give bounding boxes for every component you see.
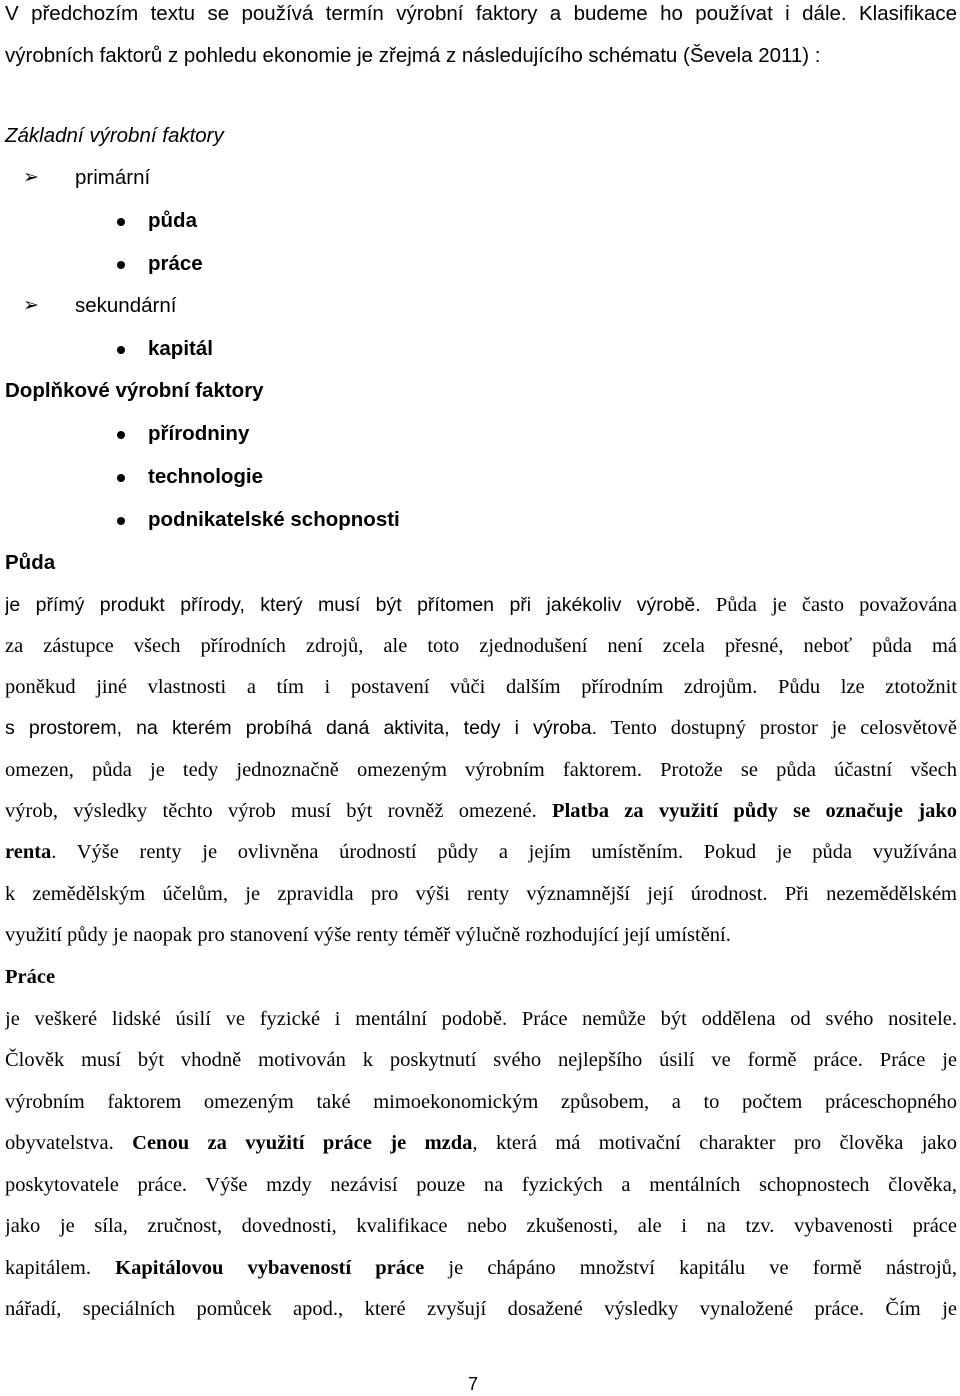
bullet-icon: [117, 346, 125, 354]
arrow-bullet-icon: ➢: [23, 167, 39, 188]
bullet-icon: [117, 218, 125, 226]
page-number: 7: [468, 1374, 479, 1394]
paragraph-line: obyvatelstva. Cenou za využití práce je mzda, která má motivační charakter pro člověka jako: [5, 1132, 957, 1154]
bullet-icon: [117, 261, 125, 269]
bullet-icon: [117, 474, 125, 482]
paragraph-line: využití půdy je naopak pro stanovení výše renty téměř výlučně rozhodující její umístění.: [5, 924, 731, 946]
paragraph-line: nářadí, speciálních pomůcek apod., které zvyšují dosažené výsledky vynaložené práce. Čím je: [5, 1298, 957, 1320]
section-heading-puda: Půda: [5, 551, 56, 574]
basic-factors-heading: Základní výrobní faktory: [5, 124, 224, 147]
bullet-icon: [117, 517, 125, 525]
complementary-factors-heading: Doplňkové výrobní faktory: [5, 379, 264, 402]
paragraph-line: kapitálem. Kapitálovou vybaveností práce je chápáno množství kapitálu ve formě nástrojů,: [5, 1257, 957, 1279]
bullet-icon: [117, 431, 125, 439]
paragraph-line: Člověk musí být vhodně motivován k poskytnutí svého nejlepšího úsilí ve formě práce. Práce je: [5, 1049, 957, 1071]
intro-line: výrobních faktorů z pohledu ekonomie je zřejmá z následujícího schématu (Ševela 2011) :: [5, 44, 821, 67]
arrow-bullet-icon: ➢: [23, 295, 39, 316]
paragraph-line: omezen, půda je tedy jednoznačně omezeným výrobním faktorem. Protože se půda účastní všech: [5, 759, 957, 781]
paragraph-line: poněkud jiné vlastnosti a tím i postavení vůči dalším přírodním zdrojům. Půdu lze ztotožnit: [5, 676, 957, 698]
paragraph-line: je veškeré lidské úsilí ve fyzické i mentální podobě. Práce nemůže být oddělena od svého nositele.: [5, 1008, 957, 1030]
paragraph-line: je přímý produkt přírody, který musí být přítomen při jakékoliv výrobě. Půda je často považována: [5, 594, 957, 616]
paragraph-line: za zástupce všech přírodních zdrojů, ale toto zjednodušení není zcela přesné, neboť půda má: [5, 635, 957, 657]
paragraph-line: k zemědělským účelům, je zpravidla pro výši renty významnější její úrodnost. Při nezemědělském: [5, 883, 957, 905]
paragraph-line: s prostorem, na kterém probíhá daná aktivita, tedy i výroba. Tento dostupný prostor je celosvětově: [5, 717, 957, 739]
paragraph-line: jako je síla, zručnost, dovednosti, kvalifikace nebo zkušenosti, ale i na tzv. vybavenosti práce: [5, 1215, 957, 1237]
section-heading-prace: Práce: [5, 966, 56, 988]
paragraph-line: poskytovatele práce. Výše mzdy nezávisí pouze na fyzických a mentálních schopnostech člověka,: [5, 1174, 957, 1196]
paragraph-line: renta. Výše renty je ovlivněna úrodností půdy a jejím umístěním. Pokud je půda využívána: [5, 841, 957, 863]
paragraph-line: výrobním faktorem omezeným také mimoekonomickým způsobem, a to počtem práceschopného: [5, 1091, 957, 1113]
paragraph-line: výrob, výsledky těchto výrob musí být rovněž omezené. Platba za využití půdy se označuje jako: [5, 800, 957, 822]
intro-line: V předchozím textu se používá termín výrobní faktory a budeme ho používat i dále. Klasifikace: [5, 2, 957, 25]
